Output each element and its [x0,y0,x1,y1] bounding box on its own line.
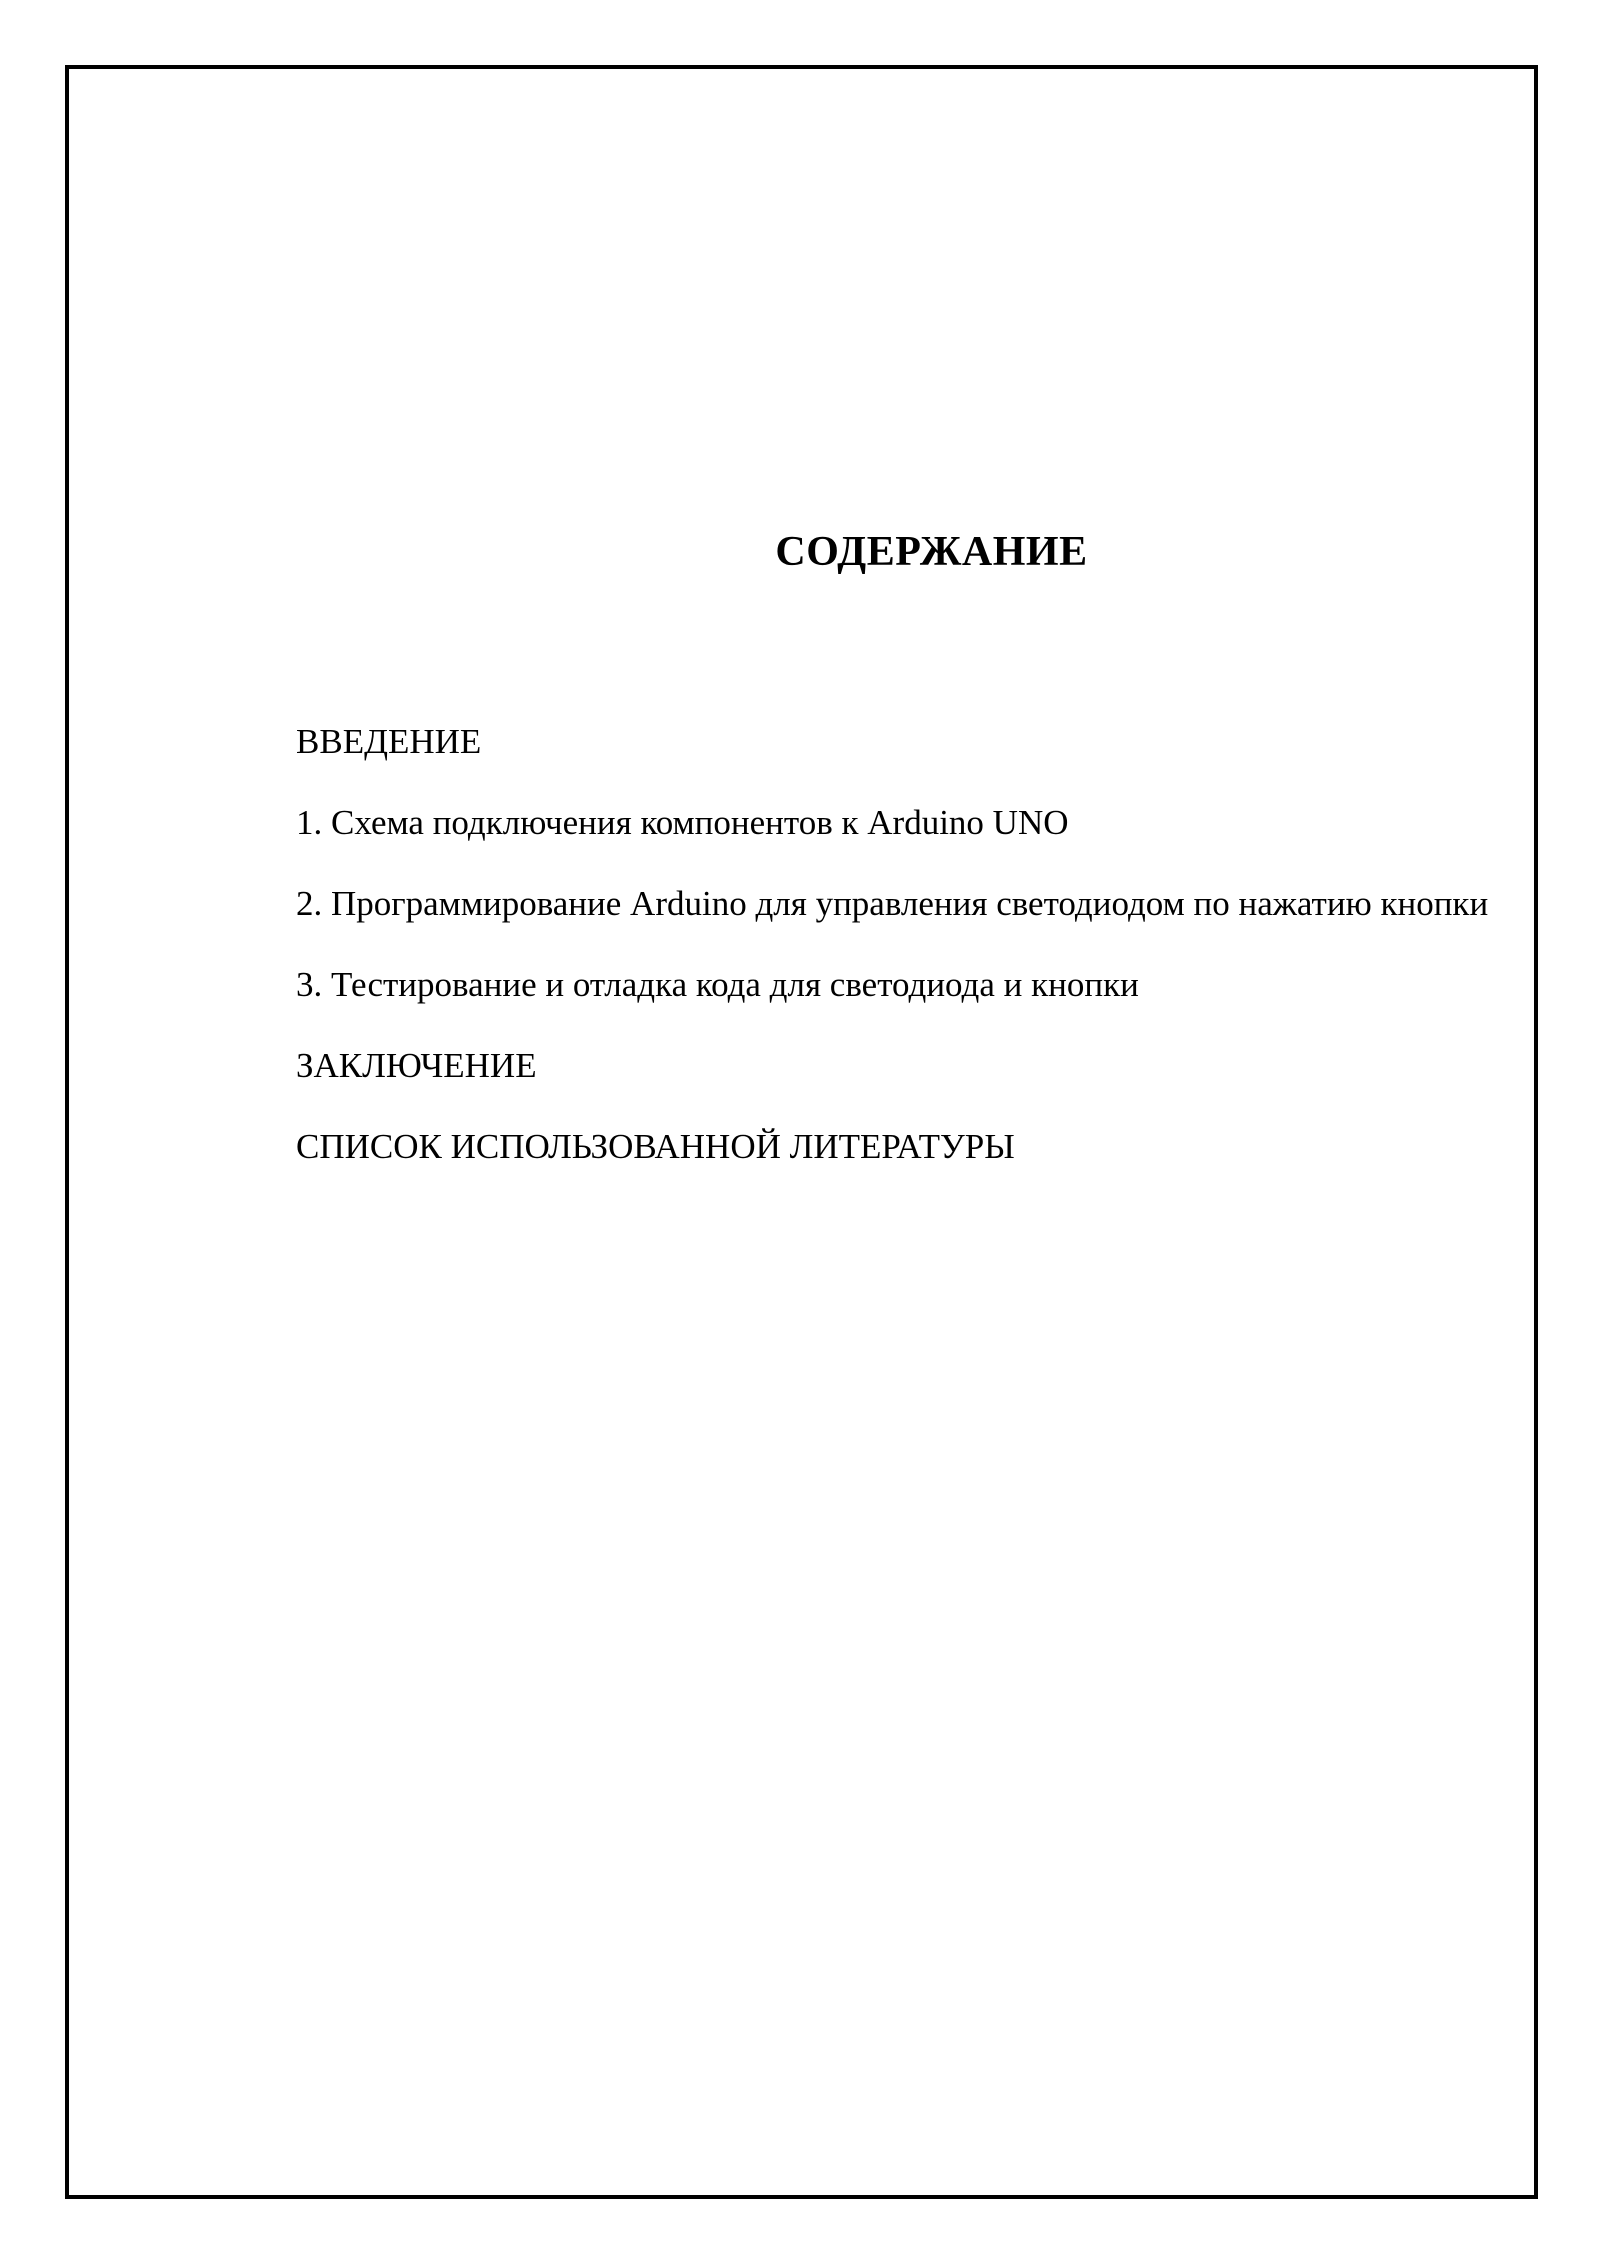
page-frame [65,65,1538,2199]
toc-item-introduction: ВВЕДЕНИЕ [296,722,482,761]
toc-item-section-2: 2. Программирование Arduino для управления светодиодом по нажатию кнопки [296,884,1489,923]
toc-item-conclusion: ЗАКЛЮЧЕНИЕ [296,1046,537,1085]
toc-item-section-1: 1. Схема подключения компонентов к Arduino UNO [296,803,1069,842]
toc-item-section-3: 3. Тестирование и отладка кода для светодиода и кнопки [296,965,1139,1004]
page-title: СОДЕРЖАНИЕ [775,529,1088,575]
toc-item-bibliography: СПИСОК ИСПОЛЬЗОВАННОЙ ЛИТЕРАТУРЫ [296,1127,1015,1166]
table-of-contents [296,709,1496,1195]
